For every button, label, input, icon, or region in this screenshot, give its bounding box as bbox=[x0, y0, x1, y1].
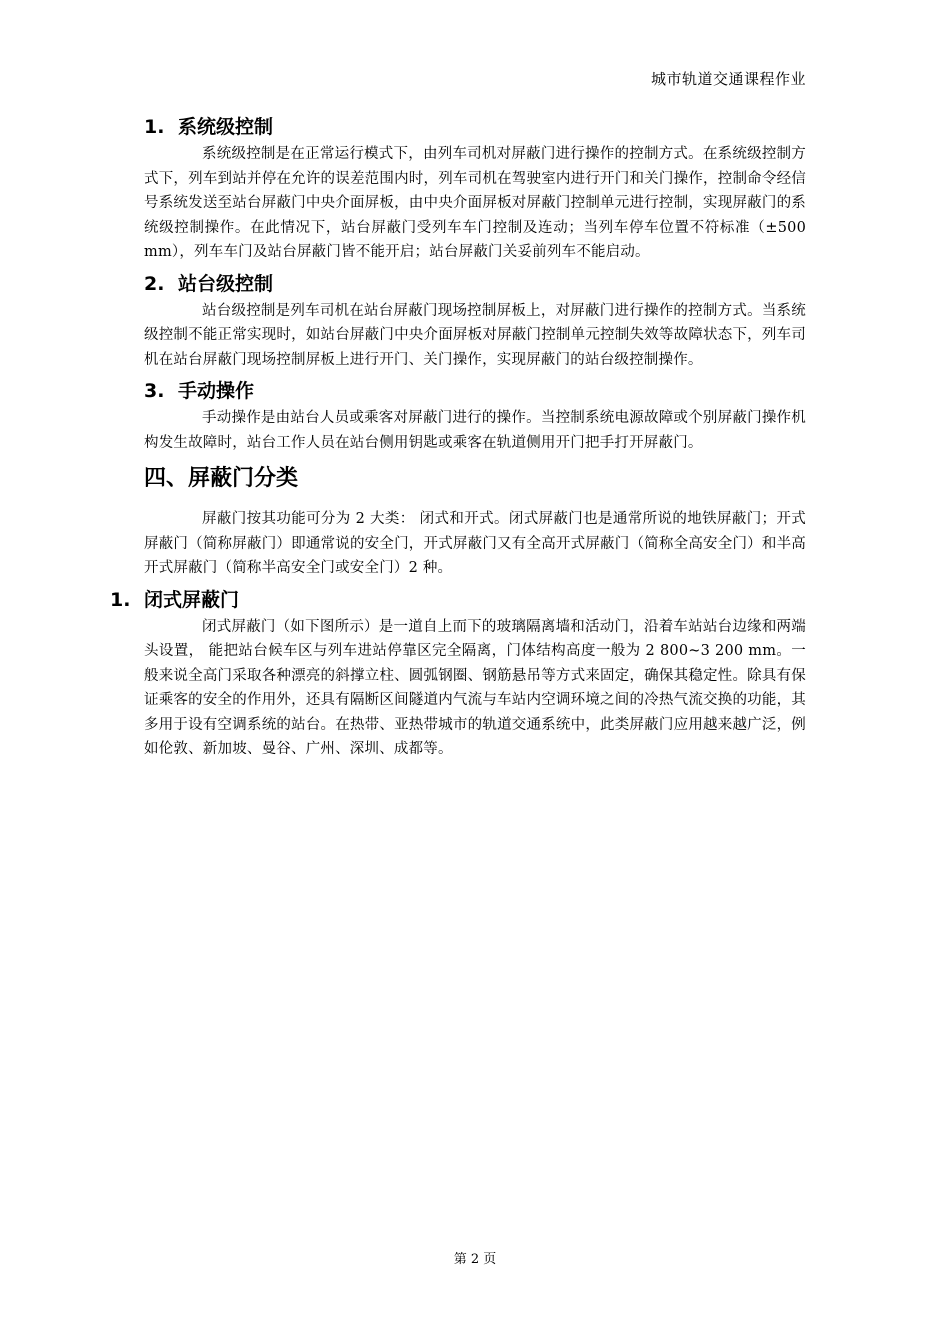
section-number: 2. bbox=[144, 272, 165, 295]
page-number: 第 2 页 bbox=[453, 1252, 497, 1267]
paragraph-platform-control: 站台级控制是列车司机在站台屏蔽门现场控制屏板上，对屏蔽门进行操作的控制方式。当系统级控制不能正常实现时，如站台屏蔽门中央介面屏板对屏蔽门控制单元控制失效等故障状态下，列车司机在站台屏蔽门现场控制屏板上进行开门、关门操作，实现屏蔽门的站台级控制操作。 bbox=[144, 302, 806, 368]
section-title: 系统级控制 bbox=[178, 116, 274, 138]
paragraph-closed-door: 闭式屏蔽门（如下图所示）是一道自上而下的玻璃隔离墙和活动门，沿着车站站台边缘和两端头设置， 能把站台候车区与列车进站停靠区完全隔离，门体结构高度一般为 2 800~3 200 mm。一般来说全高门采取各种漂亮的斜撑立柱、圆弧钢圈、钢筋悬吊等方式来固定，确保其稳定性。除具有保证乘客的安全的作用外，还具有隔断区间隧道内气流与车站内空调环境之间的冷热气流交换的功能，其多用于设有空调系统的站台。在热带、亚热带城市的轨道交通系统中，此类屏蔽门应用越来越广泛，例如伦敦、新加坡、曼谷、广州、深圳、成都等。 bbox=[144, 618, 806, 757]
paragraph-system-control: 系统级控制是在正常运行模式下，由列车司机对屏蔽门进行操作的控制方式。在系统级控制方式下，列车到站并停在允许的误差范围内时，列车司机在驾驶室内进行开门和关门操作，控制命令经信号系统发送至站台屏蔽门中央介面屏板，由中央介面屏板对屏蔽门控制单元进行控制，实现屏蔽门的系统级控制操作。在此情况下，站台屏蔽门受列车车门控制及连动；当列车停车位置不符标准（±500 mm），列车车门及站台屏蔽门皆不能开启；站台屏蔽门关妥前列车不能启动。 bbox=[144, 146, 806, 260]
paragraph-manual-operation: 手动操作是由站台人员或乘客对屏蔽门进行的操作。当控制系统电源故障或个别屏蔽门操作机构发生故障时，站台工作人员在站台侧用钥匙或乘客在轨道侧用开门把手打开屏蔽门。 bbox=[144, 410, 806, 451]
document-body bbox=[110, 112, 806, 766]
header-title: 城市轨道交通课程作业 bbox=[650, 70, 806, 88]
section-heading-system-control bbox=[144, 112, 806, 142]
section-number: 1. bbox=[144, 116, 165, 138]
header-rule bbox=[144, 96, 806, 97]
paragraph-classification: 屏蔽门按其功能可分为 2 大类： 闭式和开式。闭式屏蔽门也是通常所说的地铁屏蔽门；开式屏蔽门（简称屏蔽门）即通常说的安全门，开式屏蔽门又有全高开式屏蔽门（简称全高安全门）和半高开式屏蔽门（简称半高安全门或安全门）2 种。 bbox=[144, 511, 806, 576]
section-title: 手动操作 bbox=[178, 380, 255, 402]
section-title: 站台级控制 bbox=[178, 272, 274, 295]
section-heading-platform-control bbox=[144, 269, 806, 299]
section-number: 3. bbox=[144, 380, 165, 402]
chapter-heading-classification: 四、屏蔽门分类 bbox=[144, 466, 299, 491]
section-heading-closed-door bbox=[110, 585, 806, 615]
section-title: 闭式屏蔽门 bbox=[144, 588, 240, 611]
section-number: 1. bbox=[110, 588, 131, 611]
section-heading-manual-operation bbox=[144, 376, 806, 406]
